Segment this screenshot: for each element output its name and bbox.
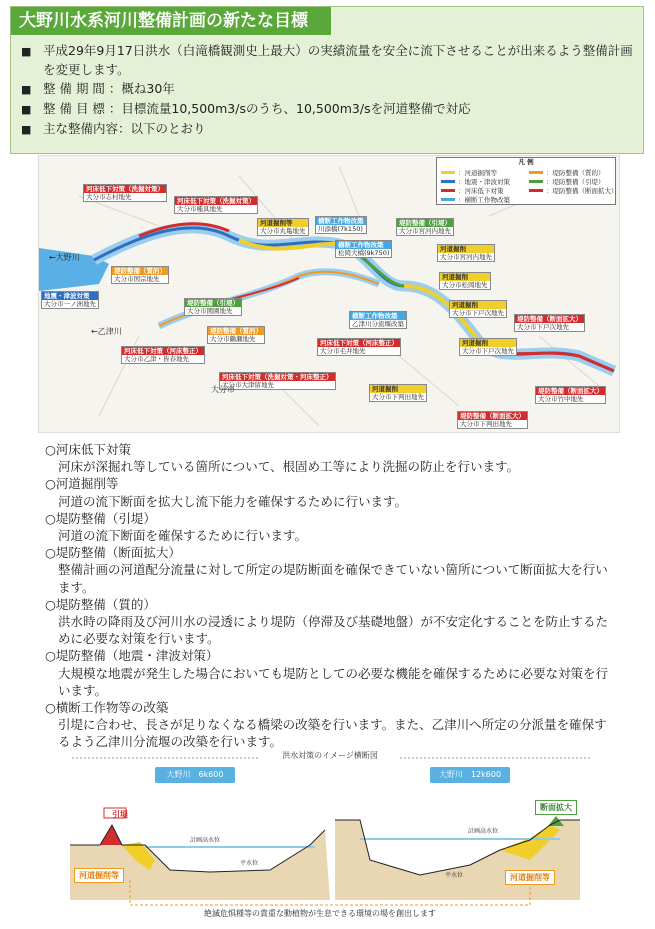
map-label: 河道掘削 大分市宮河内地先: [437, 244, 495, 262]
bullet-item: ■ 平成29年9月17日洪水（白滝橋観測史上最大）の実績流量を安全に流下させることが出来るよう整備計画を変更します。: [21, 41, 639, 79]
cross-section-footer: 絶滅危惧種等の貴重な動植物が生息できる環境の場を創出します: [200, 908, 440, 919]
legend-item: ：河床低下対策: [441, 186, 504, 195]
legend-swatch: [529, 180, 543, 183]
river-map: [38, 155, 620, 433]
description-list: [45, 441, 615, 751]
description-body: 大規模な地震が発生した場合においても堤防としての必要な機能を確保するために必要な対策を行います。: [58, 665, 609, 698]
legend-item: ：堤防整備（断面拡大）: [529, 186, 618, 195]
map-label: 堤防整備（断面拡大） 大分市竹中地先: [535, 386, 606, 404]
description-heading: ○河道掘削等: [45, 476, 119, 492]
legend-item: ：横断工作物改築: [441, 195, 510, 204]
map-label: 河床低下対策（洗掘対策） 大分市種具地先: [174, 196, 258, 214]
map-legend: [436, 157, 616, 205]
legend-swatch: [529, 189, 543, 192]
map-label: 河道掘削等 大分市丸亀地先: [257, 218, 309, 236]
legend-item: ：河道掘削等: [441, 168, 497, 177]
description-body: 河道の流下断面を確保するために行います。: [58, 528, 308, 544]
cross-section-figure: [60, 750, 600, 925]
map-label: 河床低下対策（洗掘対策） 大分市志村地先: [83, 184, 167, 202]
description-body: 引堤に合わせ、長さが足りなくなる橋梁の改築を行います。また、乙津川へ所定の分派量を確保するよう乙津川分流堰の改築を行います。: [58, 717, 607, 750]
bullet-list: [21, 41, 639, 139]
description-body: 整備計画の河道配分流量に対して所定の堤防断面を確保できていない箇所について断面拡大を行います。: [58, 562, 608, 595]
legend-item: ：堤防整備（質的）: [529, 168, 605, 177]
bullet-item: ■ 整 備 目 標 ：目標流量10,500m3/sのうち、10,500m3/sを河道整備で対応: [21, 99, 639, 119]
legend-item: ：堤防整備（引堤）: [529, 177, 605, 186]
legend-swatch: [441, 180, 455, 183]
description-heading: ○堤防整備（地震・津波対策）: [45, 648, 219, 664]
description-body: 河道の流下断面を拡大し流下能力を確保するために行います。: [58, 493, 408, 509]
lwl-label-left: 平水位: [240, 860, 259, 867]
description-heading: ○堤防整備（質的）: [45, 596, 156, 612]
description-heading: ○河床低下対策: [45, 442, 131, 457]
page-title: 大野川水系河川整備計画の新たな目標: [11, 7, 331, 35]
description-body: 洪水時の降雨及び河川水の浸透により堤防（停滞及び基礎地盤）が不安定化することを防止するために必要な対策を行います。: [58, 614, 609, 647]
city-label: 大分市: [211, 385, 235, 394]
header-panel: [10, 6, 644, 154]
map-label: 河道掘削 大分市松岡地先: [439, 272, 491, 290]
kadou-right-label: 河道掘削等: [505, 870, 555, 885]
map-label: 河床低下対策（河床整正） 大分市乙津・皆春地先: [121, 346, 205, 364]
legend-swatch: [441, 189, 455, 192]
legend-item: ：地震・津波対策: [441, 177, 510, 186]
map-label: 河床低下対策（河床整正） 大分市毛井地先: [317, 338, 401, 356]
map-label: 河道掘削 大分市下戸次地先: [449, 300, 507, 318]
map-label: 横断工作物改築 乙津川分流堰改築: [349, 311, 407, 329]
bullet-item: ■ 主な整備内容：以下のとおり: [21, 119, 639, 139]
left-caption: 大野川 6k600: [155, 767, 235, 783]
cross-section-drawing: [60, 750, 600, 925]
legend-swatch: [441, 198, 455, 201]
legend-swatch: [441, 171, 455, 174]
map-label: 横断工作物改築 川添橋(7k150): [315, 216, 367, 234]
map-label: 堤防整備（引堤） 大分市関園地先: [184, 298, 242, 316]
hwl-label-right: 計画高水位: [468, 828, 499, 835]
lwl-label-right: 平水位: [445, 872, 464, 879]
map-label: 堤防整備（引堤） 大分市宮河内地先: [396, 218, 454, 236]
river-label-ono: ←大野川: [49, 253, 80, 262]
hikitei-label: 引堤: [112, 810, 128, 819]
river-label-otozu: ←乙津川: [91, 327, 122, 336]
map-label: 河道掘削 大分市下判田地先: [369, 384, 427, 402]
kadou-left-label: 河道掘削等: [74, 868, 124, 883]
description-body: 河床が深掘れ等している箇所について、根固め工等により洗掘の防止を行います。: [58, 459, 520, 475]
bullet-item: ■ 整 備 期 間 ：概ね30年: [21, 79, 639, 99]
description-heading: ○堤防整備（引堤）: [45, 510, 156, 526]
right-caption: 大野川 12k600: [430, 767, 510, 783]
hwl-label-left: 計画高水位: [190, 837, 221, 844]
legend-swatch: [529, 171, 543, 174]
map-label: 堤防整備（断面拡大） 大分市下判田地先: [457, 411, 528, 429]
map-label: 地震・津波対策 大分市一ノ洲地先: [41, 291, 99, 309]
map-label: 横断工作物改築 松岡大橋(9k750): [335, 240, 392, 258]
legend-title: 凡 例: [518, 158, 534, 166]
map-label: 河道掘削 大分市下戸次地先: [459, 338, 517, 356]
description-heading: ○堤防整備（断面拡大）: [45, 545, 181, 561]
description-heading: ○横断工作物等の改築: [45, 700, 169, 716]
map-label: 堤防整備（質的） 大分市国宗地先: [111, 266, 169, 284]
danmen-label: 断面拡大: [535, 800, 577, 815]
map-label: 堤防整備（質的） 大分市鶴瀬地先: [207, 326, 265, 344]
cross-section-title: 洪水対策のイメージ横断図: [282, 751, 378, 760]
map-label: 堤防整備（断面拡大） 大分市下戸次地先: [514, 314, 585, 332]
map-label: 河床低下対策（洗掘対策・河床整正） 大分市大津留地先: [219, 372, 336, 390]
